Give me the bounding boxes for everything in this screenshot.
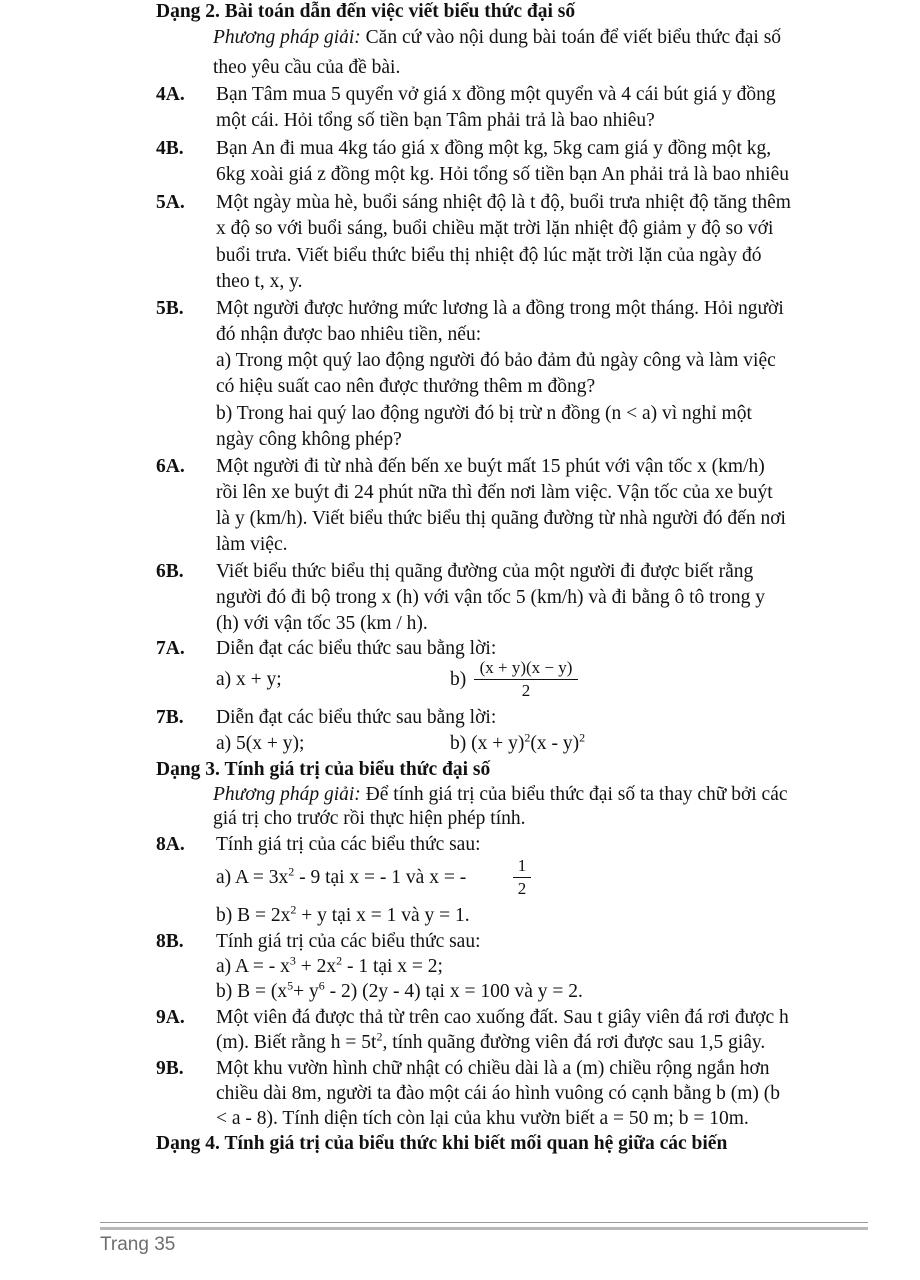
problem-5b-line-3: a) Trong một quý lao động người đó bảo đảm đủ ngày công và làm việc — [216, 350, 776, 371]
exponent: 5 — [287, 978, 294, 993]
expr-part: a) A = 3x — [216, 867, 289, 888]
problem-number-9b: 9B. — [156, 1058, 184, 1079]
fraction-bar — [513, 877, 531, 878]
problem-6b-line-2: người đó đi bộ trong x (h) với vận tốc 5 (km/h) và đi bằng ô tô trong y — [216, 587, 765, 608]
method-label: Phương pháp giải: — [213, 784, 361, 805]
footer-divider — [100, 1222, 868, 1223]
method-label: Phương pháp giải: — [213, 27, 361, 48]
problem-4a-line-1: Bạn Tâm mua 5 quyển vở giá x đồng một quyển và 4 cái bút giá y đồng — [216, 84, 776, 105]
method-line-1 — [213, 26, 781, 50]
expr-part: b) B = (x — [216, 981, 288, 1002]
exponent: 2 — [376, 1029, 383, 1044]
problem-5b-line-4: có hiệu suất cao nên được thưởng thêm m đồng? — [216, 376, 596, 397]
fraction-numerator: (x + y)(x − y) — [479, 658, 573, 677]
section-title-dang-4: Dạng 4. Tính giá trị của biểu thức khi biết mối quan hệ giữa các biến — [156, 1133, 728, 1154]
method-line-2: theo yêu cầu của đề bài. — [213, 57, 401, 78]
problem-number-8a: 8A. — [156, 834, 185, 855]
expr-part: a) A = - x — [216, 956, 290, 977]
expr-part: (x - y) — [530, 733, 580, 754]
exponent: 3 — [289, 953, 296, 968]
problem-9b-line-1: Một khu vườn hình chữ nhật có chiều dài là a (m) chiều rộng ngắn hơn — [216, 1058, 770, 1079]
problem-8b-line-1: Tính giá trị của các biểu thức sau: — [216, 931, 481, 952]
footer-divider-thick — [100, 1227, 868, 1230]
problem-5b-line-5: b) Trong hai quý lao động người đó bị trừ n đồng (n < a) vì nghỉ một — [216, 403, 752, 424]
problem-7a-fraction — [474, 658, 578, 701]
exponent: 2 — [290, 902, 297, 917]
problem-7a-line-1: Diễn đạt các biểu thức sau bằng lời: — [216, 638, 497, 659]
exponent: 2 — [579, 730, 586, 745]
problem-number-5b: 5B. — [156, 298, 184, 319]
problem-5b-line-6: ngày công không phép? — [216, 429, 402, 450]
exponent: 2 — [524, 730, 531, 745]
problem-6a-line-2: rồi lên xe buýt đi 24 phút nữa thì đến nơi làm việc. Vận tốc của xe buýt — [216, 482, 773, 503]
problem-number-7a: 7A. — [156, 638, 185, 659]
problem-6a-line-3: là y (km/h). Viết biểu thức biểu thị quãng đường từ nhà người đó đến nơi — [216, 508, 786, 529]
fraction-denominator: 2 — [521, 681, 531, 700]
problem-8a-line-1: Tính giá trị của các biểu thức sau: — [216, 834, 481, 855]
problem-9a-line-2 — [216, 1031, 765, 1055]
problem-4a-line-2: một cái. Hỏi tổng số tiền bạn Tâm phải trả là bao nhiêu? — [216, 110, 655, 131]
problem-number-9a: 9A. — [156, 1007, 185, 1028]
problem-5a-line-1: Một ngày mùa hè, buổi sáng nhiệt độ là t độ, buổi trưa nhiệt độ tăng thêm — [216, 192, 791, 213]
fraction-bar — [474, 679, 578, 680]
expr-part: - 1 tại x = 2; — [342, 956, 443, 977]
problem-5a-line-3: buổi trưa. Viết biểu thức biểu thị nhiệt độ lúc mặt trời lặn của ngày đó — [216, 245, 762, 266]
exponent: 2 — [288, 864, 295, 879]
problem-5a-line-2: x độ so với buổi sáng, buổi chiều mặt trời lặn nhiệt độ giảm y độ so với — [216, 218, 774, 239]
problem-8b-part-a — [216, 955, 443, 979]
problem-number-7b: 7B. — [156, 707, 184, 728]
expr-part: - 9 tại x = - 1 và x = - — [294, 867, 467, 888]
problem-7b-line-1: Diễn đạt các biểu thức sau bằng lời: — [216, 707, 497, 728]
problem-6a-line-1: Một người đi từ nhà đến bến xe buýt mất 15 phút với vận tốc x (km/h) — [216, 456, 765, 477]
problem-8a-part-a — [216, 866, 466, 890]
problem-7b-part-a: a) 5(x + y); — [216, 733, 305, 754]
problem-8a-part-b — [216, 904, 470, 928]
method-line-1 — [213, 783, 788, 807]
problem-8a-fraction — [513, 856, 531, 899]
problem-8b-part-b — [216, 980, 583, 1004]
method-line-2: giá trị cho trước rồi thực hiện phép tính. — [213, 808, 526, 829]
method-text: Để tính giá trị của biểu thức đại số ta thay chữ bởi các — [360, 784, 788, 805]
problem-number-6b: 6B. — [156, 561, 184, 582]
problem-6b-line-3: (h) với vận tốc 35 (km / h). — [216, 613, 428, 634]
expr-part: , tính quãng đường viên đá rơi được sau 1,5 giây. — [382, 1032, 766, 1053]
section-title-dang-2: Dạng 2. Bài toán dẫn đến việc viết biểu thức đại số — [156, 1, 576, 22]
problem-9b-line-3: < a - 8). Tính diện tích còn lại của khu vườn biết a = 50 m; b = 10m. — [216, 1108, 749, 1129]
problem-number-4b: 4B. — [156, 138, 184, 159]
problem-4b-line-2: 6kg xoài giá z đồng một kg. Hỏi tổng số tiền bạn An phải trả là bao nhiêu — [216, 164, 789, 185]
problem-number-8b: 8B. — [156, 931, 184, 952]
method-text: Căn cứ vào nội dung bài toán để viết biểu thức đại số — [360, 27, 782, 48]
expr-part: (m). Biết rằng h = 5t — [216, 1032, 377, 1053]
exponent: 6 — [318, 978, 325, 993]
problem-number-4a: 4A. — [156, 84, 185, 105]
problem-number-5a: 5A. — [156, 192, 185, 213]
problem-6b-line-1: Viết biểu thức biểu thị quãng đường của một người đi được biết rằng — [216, 561, 754, 582]
fraction-denominator: 2 — [517, 879, 527, 898]
problem-6a-line-4: làm việc. — [216, 534, 288, 555]
expr-part: + 2x — [295, 956, 337, 977]
problem-number-6a: 6A. — [156, 456, 185, 477]
problem-9a-line-1: Một viên đá được thả từ trên cao xuống đất. Sau t giây viên đá rơi được h — [216, 1007, 789, 1028]
expr-part: + y tại x = 1 và y = 1. — [296, 905, 470, 926]
problem-7b-part-b — [450, 732, 585, 756]
problem-5b-line-2: đó nhận được bao nhiêu tiền, nếu: — [216, 324, 482, 345]
problem-7a-part-b-label: b) — [450, 669, 467, 690]
expr-part: b) B = 2x — [216, 905, 291, 926]
problem-9b-line-2: chiều dài 8m, người ta đào một cái áo hình vuông có cạnh bằng b (m) (b — [216, 1083, 781, 1104]
problem-7a-part-a: a) x + y; — [216, 669, 282, 690]
fraction-numerator: 1 — [517, 856, 527, 875]
exponent: 2 — [336, 953, 343, 968]
expr-part: - 2) (2y - 4) tại x = 100 và y = 2. — [324, 981, 583, 1002]
problem-5a-line-4: theo t, x, y. — [216, 271, 303, 292]
problem-5b-line-1: Một người được hưởng mức lương là a đồng trong một tháng. Hỏi người — [216, 298, 784, 319]
expr-part: b) (x + y) — [450, 733, 525, 754]
expr-part: + y — [293, 981, 319, 1002]
page-number-label: Trang 35 — [100, 1234, 176, 1255]
section-title-dang-3: Dạng 3. Tính giá trị của biểu thức đại số — [156, 759, 491, 780]
problem-4b-line-1: Bạn An đi mua 4kg táo giá x đồng một kg, 5kg cam giá y đồng một kg, — [216, 138, 772, 159]
